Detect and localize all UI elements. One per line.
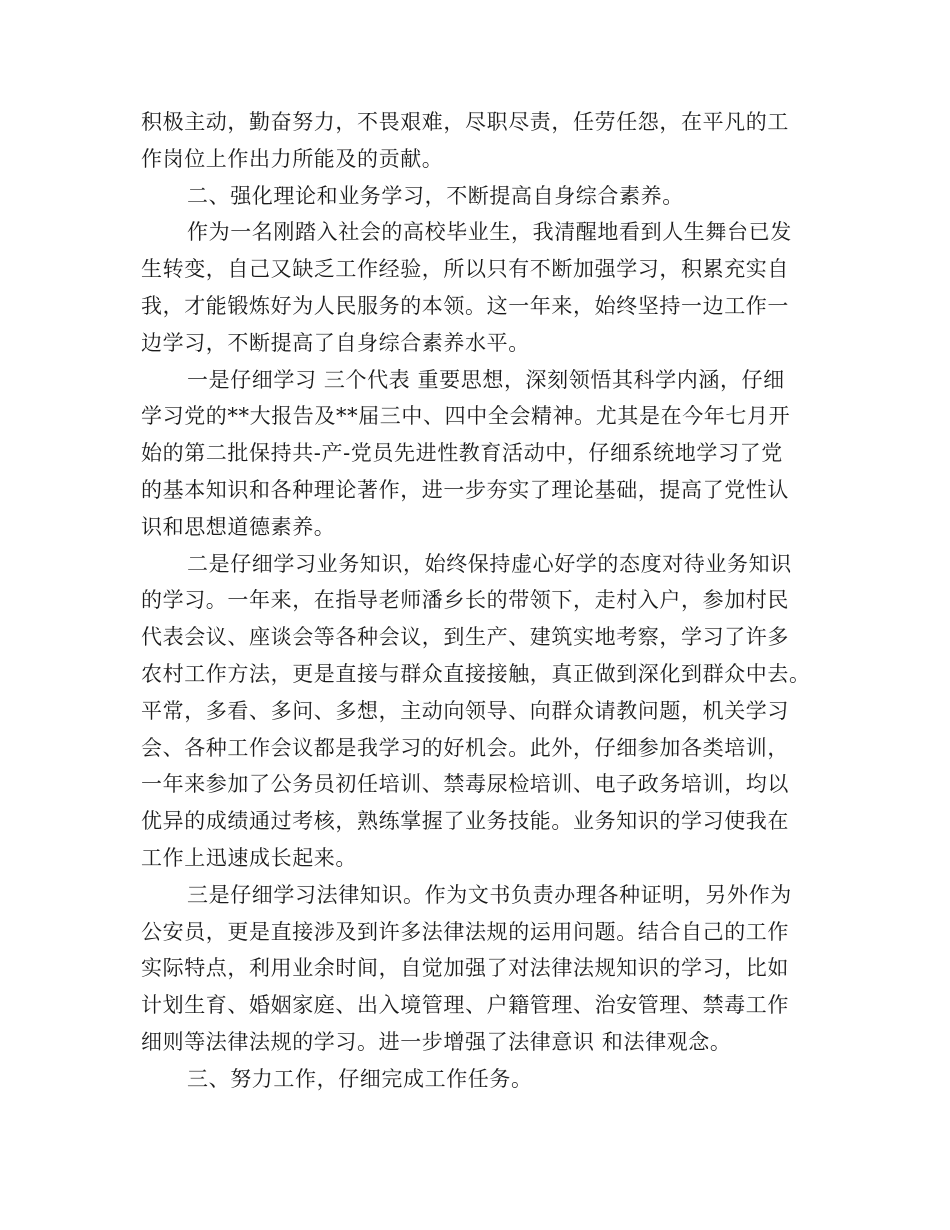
- text-line: 会、各种工作会议都是我学习的好机会。此外，仔细参加各类培训，: [141, 735, 789, 760]
- text-line: 边学习，不断提高了自身综合素养水平。: [141, 330, 530, 355]
- text-line: 代表会议、座谈会等各种会议，到生产、建筑实地考察，学习了许多: [141, 625, 789, 650]
- text-line: 优异的成绩通过考核，熟练掌握了业务技能。业务知识的学习使我在: [141, 809, 789, 834]
- text-line: 二是仔细学习业务知识，始终保持虚心好学的态度对待业务知识: [187, 551, 792, 576]
- text-line: 的学习。一年来，在指导老师潘乡长的带领下，走村入户，参加村民: [141, 588, 789, 613]
- text-line: 的基本知识和各种理论著作，进一步夯实了理论基础，提高了党性认: [141, 477, 789, 502]
- text-line: 计划生育、婚姻家庭、出入境管理、户籍管理、治安管理、禁毒工作: [141, 993, 789, 1018]
- text-line: 识和思想道德素养。: [141, 514, 336, 539]
- text-line: 工作上迅速成长起来。: [141, 845, 357, 870]
- text-line: 一年来参加了公务员初任培训、禁毒尿检培训、电子政务培训，均以: [141, 772, 789, 797]
- text-line: 细则等法律法规的学习。进一步增强了法律意识 和法律观念。: [141, 1029, 732, 1054]
- text-line: 作为一名刚踏入社会的高校毕业生，我清醒地看到人生舞台已发: [187, 220, 792, 245]
- text-line: 农村工作方法，更是直接与群众直接接触，真正做到深化到群众中去。: [141, 661, 811, 686]
- text-line: 始的第二批保持共-产-党员先进性教育活动中，仔细系统地学习了党: [141, 441, 783, 466]
- text-line: 一是仔细学习 三个代表 重要思想，深刻领悟其科学内涵，仔细: [187, 367, 785, 392]
- text-line: 实际特点，利用业余时间，自觉加强了对法律法规知识的学习，比如: [141, 956, 789, 981]
- text-line: 生转变，自己又缺乏工作经验，所以只有不断加强学习，积累充实自: [141, 257, 789, 282]
- text-line: 三、努力工作，仔细完成工作任务。: [187, 1066, 533, 1091]
- text-line: 三是仔细学习法律知识。作为文书负责办理各种证明，另外作为: [187, 882, 792, 907]
- text-line: 学习党的**大报告及**届三中、四中全会精神。尤其是在今年七月开: [141, 404, 791, 429]
- text-line: 作岗位上作出力所能及的贡献。: [141, 146, 444, 171]
- text-line: 平常，多看、多问、多想，主动向领导、向群众请教问题，机关学习: [141, 698, 789, 723]
- text-line: 公安员，更是直接涉及到许多法律法规的运用问题。结合自己的工作: [141, 919, 789, 944]
- text-line: 我，才能锻炼好为人民服务的本领。这一年来，始终坚持一边工作一: [141, 293, 789, 318]
- text-line: 二、强化理论和业务学习，不断提高自身综合素养。: [187, 183, 684, 208]
- text-line: 积极主动，勤奋努力，不畏艰难，尽职尽责，任劳任怨，在平凡的工: [141, 110, 789, 134]
- document-body: [141, 104, 811, 1098]
